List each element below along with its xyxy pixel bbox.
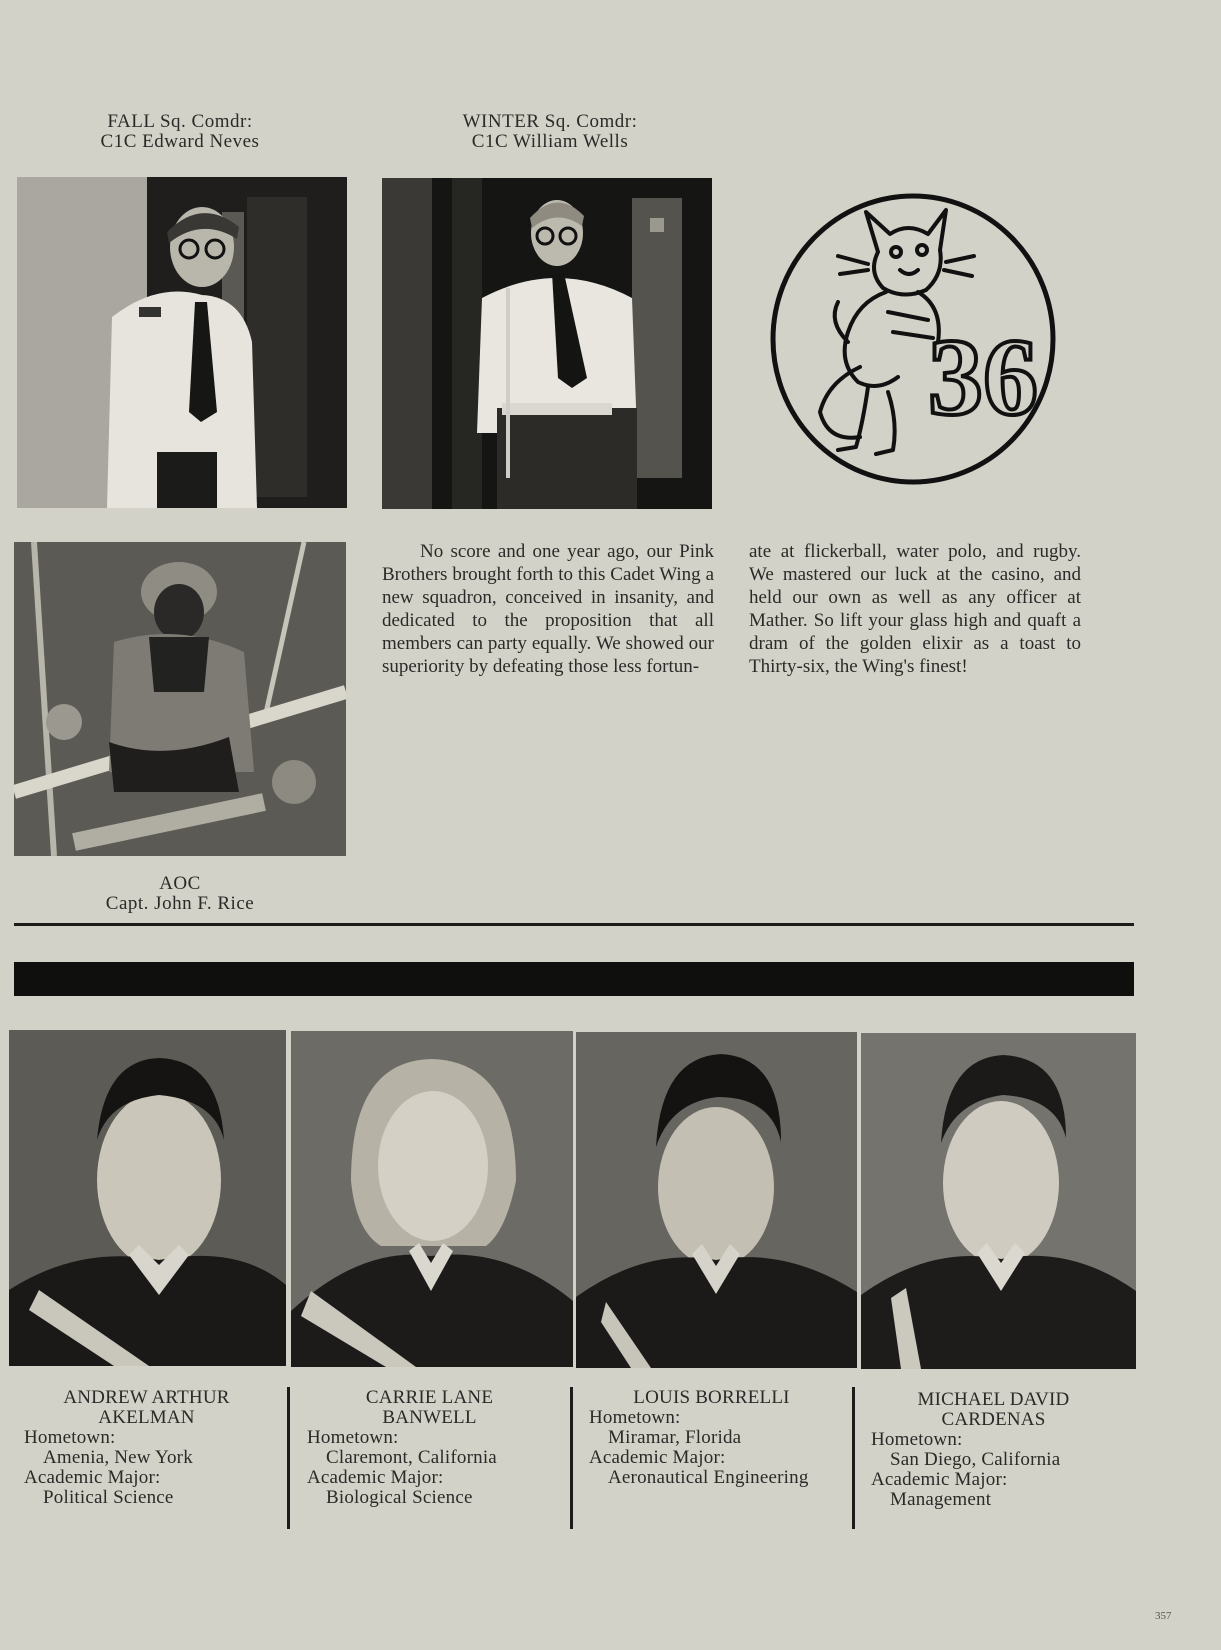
- cadet-name: MICHAEL DAVID CARDENAS: [917, 1389, 1070, 1430]
- fall-commander-caption: FALL Sq. Comdr: C1C Edward Neves: [100, 111, 260, 152]
- squadron-number: 36: [928, 316, 1038, 438]
- bio-divider: [287, 1387, 290, 1529]
- bio-divider: [852, 1387, 855, 1529]
- cadet-bio-banwell: CARRIE LANE BANWELL Hometown: Claremont, California Academic Major: Biological Science: [307, 1388, 552, 1508]
- cadet-major: Management: [890, 1489, 992, 1510]
- cadet-name: LOUIS BORRELLI: [633, 1387, 790, 1408]
- page-number: 357: [1155, 1610, 1172, 1622]
- winter-commander-photo: [382, 178, 712, 509]
- cadet-bio-borrelli: LOUIS BORRELLI Hometown: Miramar, Florida Academic Major: Aeronautical Engineering: [589, 1388, 854, 1488]
- squadron-emblem: [768, 192, 1058, 487]
- fall-commander-photo: [17, 177, 347, 508]
- section-divider-band: [14, 962, 1134, 996]
- cadet-name: ANDREW ARTHUR AKELMAN: [63, 1387, 230, 1428]
- cadet-portrait-borrelli: [576, 1032, 857, 1368]
- bio-divider: [570, 1387, 573, 1529]
- cadet-hometown: Amenia, New York: [43, 1447, 193, 1468]
- cadet-bio-cardenas: MICHAEL DAVID CARDENAS Hometown: San Diego, California Academic Major: Management: [871, 1390, 1116, 1510]
- aoc-photo: [14, 542, 346, 856]
- cadet-portrait-akelman: [9, 1030, 286, 1366]
- cadet-portrait-cardenas: [861, 1033, 1136, 1369]
- cadet-hometown: Miramar, Florida: [608, 1427, 742, 1448]
- cadet-name: CARRIE LANE BANWELL: [365, 1387, 494, 1428]
- cadet-hometown: Claremont, California: [326, 1447, 497, 1468]
- winter-commander-caption: WINTER Sq. Comdr: C1C William Wells: [462, 111, 638, 152]
- story-column-2: ate at flickerball, water polo, and rugby. We mastered our luck at the casino, and held our own as well as any officer at Mather. So lift your glass high and quaft a dram of the golden elixir as a toast to Thirty-six, the Wing's finest!: [749, 541, 1081, 677]
- cadet-major: Political Science: [43, 1487, 174, 1508]
- story-column-1: No score and one year ago, our Pink Brothers brought forth to this Cadet Wing a new squadron, conceived in insanity, and dedicated to the proposition that all members can party equally. We showed our superiority by defeating those less fortun-: [382, 541, 714, 677]
- cadet-major: Aeronautical Engineering: [608, 1467, 809, 1488]
- cadet-major: Biological Science: [326, 1487, 473, 1508]
- aoc-caption: AOC Capt. John F. Rice: [105, 873, 255, 914]
- cadet-hometown: San Diego, California: [890, 1449, 1061, 1470]
- section-divider-rule: [14, 923, 1134, 926]
- cadet-bio-akelman: ANDREW ARTHUR AKELMAN Hometown: Amenia, New York Academic Major: Political Science: [24, 1388, 269, 1508]
- cadet-portrait-banwell: [291, 1031, 573, 1367]
